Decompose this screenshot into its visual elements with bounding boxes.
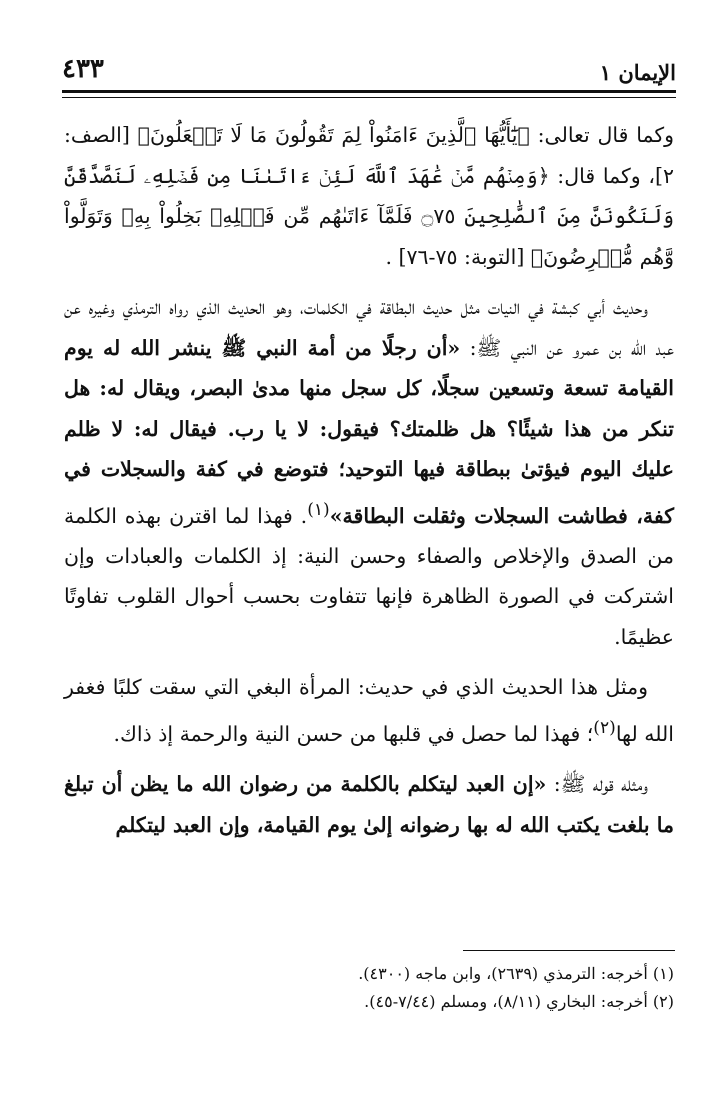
footnote-marker-2: (٢) xyxy=(593,717,616,738)
p3-intro: ومثل هذا الحديث الذي في حديث: المرأة البغي التي سقت كلبًا فغفر الله لها xyxy=(64,675,674,746)
quran-verse-saff: ﴿يَٰٓأَيُّهَا ٱلَّذِينَ ءَامَنُواْ لِمَ تَقُولُونَ مَا لَا تَفۡعَلُونَ﴾ xyxy=(137,123,530,147)
verse-reference-saff: [الصف: ٢]، xyxy=(64,123,674,188)
hadith-ridwan: «إن العبد ليتكلم بالكلمة من رضوان الله ما يظن أن تبلغ ما بلغت يكتب الله له بها رضوانه إلىٰ يوم القيامة، وإن العبد ليتكلم xyxy=(64,772,674,837)
hadith-bitaqa: «أن رجلًا من أمة النبي ﷺ ينشر الله له يوم القيامة تسعة وتسعين سجلًا، كل سجل منها مدىٰ البصر، ويقال له: هل تنكر من هذا شيئًا؟ هل ظلمتك؟ فيقول: لا يا رب. فيقال له: لا ظلم عليك اليوم فيؤتىٰ ببطاقة فيها التوحيد؛ فتوضع في كفة والسجلات في كفة، فطاشت السجلات وثقلت البطاقة» xyxy=(64,335,674,528)
p3-rest: ؛ فهذا لما حصل في قلبها من حسن النية والرحمة إذ ذاك. xyxy=(113,721,594,746)
p2-rest: . فهذا لما اقترن بهذه الكلمة من الصدق والإخلاص والصفاء وحسن النية: إذ الكلمات والعبادات وإن اشتركت في الصورة الظاهرة فإنها تتفاوت بحسب أحوال القلوب تفاوتًا عظيمًا. xyxy=(64,503,674,649)
footnotes xyxy=(64,960,674,1016)
chapter-title: الإيمان ١ xyxy=(599,60,676,85)
footnote-marker-1: (١) xyxy=(307,499,330,520)
p1-mid: وكما قال: xyxy=(549,163,641,188)
footnote-separator xyxy=(463,950,675,951)
verse-reference-tawba: [التوبة: ٧٥-٧٦] . xyxy=(385,244,531,269)
page-number: ٤٣٣ xyxy=(62,54,104,84)
p4-intro: ومثله قوله ﷺ: xyxy=(546,772,648,797)
footnote-2: (٢) أخرجه: البخاري (٨/١١)، ومسلم (٧/٤٤-٤٥). xyxy=(364,992,674,1011)
header-rule-thin xyxy=(62,97,676,98)
quran-verse-tawba: ﴿وَمِنۡهُم مَّنۡ عَٰهَدَ ٱللَّهَ لَئِنۡ ءَاتَىٰنَا مِن فَضۡلِهِۦ لَنَصَّدَّقَنَّ وَلَنَكُونَنَّ مِنَ ٱلصَّٰلِحِينَ ۝٧٥ فَلَمَّآ ءَاتَىٰهُم مِّن فَضۡلِهِۦ بَخِلُواْ بِهِۦ وَتَوَلَّواْ وَّهُم مُّعۡرِضُونَ﴾ xyxy=(64,163,674,269)
paragraph-1 xyxy=(64,115,674,277)
paragraph-3 xyxy=(64,667,674,754)
paragraph-2 xyxy=(64,287,674,657)
paragraph-4 xyxy=(64,764,674,845)
header-rule-thick xyxy=(62,90,676,93)
footnote-1: (١) أخرجه: الترمذي (٢٦٣٩)، وابن ماجه (٤٣٠٠). xyxy=(358,964,674,983)
p2-intro: وحديث أبي كبشة في النيات مثل حديث البطاقة في الكلمات، وهو الحديث الذي رواه الترمذي وغيره عن عبد الله بن عمرو عن النبي ﷺ: xyxy=(64,295,674,360)
main-text xyxy=(64,115,674,855)
p1-intro: وكما قال تعالى: xyxy=(529,123,674,147)
